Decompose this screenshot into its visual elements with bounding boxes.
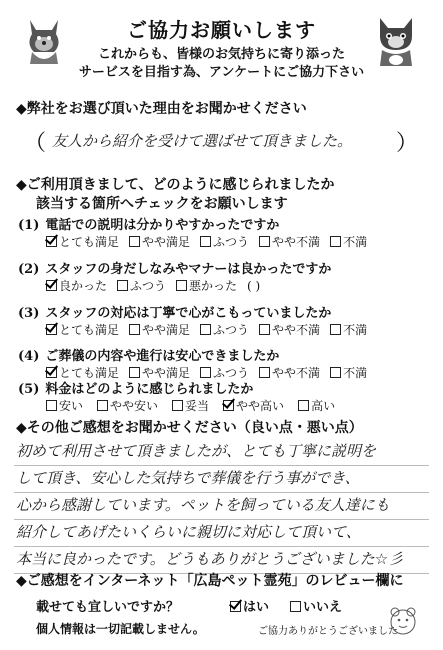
option-label: 良かった	[59, 279, 108, 293]
option-item[interactable]	[330, 366, 367, 380]
option-checkbox[interactable]	[330, 236, 341, 247]
option-label: やや安い	[110, 399, 159, 413]
reason-answer: 友人から紹介を受けて選ばせて頂きました。	[52, 132, 353, 150]
comment-line	[14, 465, 429, 493]
option-label: やや高い	[236, 399, 285, 413]
comment-line	[14, 438, 429, 466]
review-no-checkbox[interactable]	[290, 601, 301, 612]
option-label: 不満	[343, 235, 368, 249]
option-item[interactable]	[200, 235, 249, 249]
option-checkbox[interactable]	[200, 324, 211, 335]
question-number: (3)	[18, 306, 40, 321]
open-paren: （	[24, 131, 47, 156]
question-2	[18, 258, 331, 277]
option-checkbox[interactable]	[259, 367, 270, 378]
option-checkbox[interactable]	[259, 236, 270, 247]
option-item[interactable]	[129, 235, 190, 249]
option-label: やや満足	[142, 323, 191, 337]
option-item[interactable]	[97, 399, 158, 413]
question-2-options	[46, 277, 260, 294]
option-checkbox[interactable]	[172, 400, 183, 411]
option-label: 高い	[311, 399, 336, 413]
option-checkbox[interactable]	[46, 324, 57, 335]
reason-heading: ◆弊社をお選び頂いた理由をお聞かせください	[16, 101, 307, 117]
question-text: 電話での説明は分かりやすかったですか	[45, 218, 280, 233]
option-checkbox[interactable]	[129, 236, 140, 247]
option-item[interactable]	[172, 399, 209, 413]
option-label: とても満足	[59, 235, 120, 249]
option-item[interactable]	[46, 279, 107, 293]
option-label: ふつう	[213, 323, 250, 337]
question-4	[18, 345, 279, 364]
comment-line	[14, 492, 429, 520]
question-number: (2)	[18, 262, 40, 277]
option-checkbox[interactable]	[117, 280, 128, 291]
option-checkbox[interactable]	[176, 280, 187, 291]
intro-line-2: サービスを目指す為、アンケートにご協力下さい	[78, 65, 365, 80]
question-number: (5)	[18, 382, 40, 397]
option-checkbox[interactable]	[259, 324, 270, 335]
option-item[interactable]	[330, 235, 367, 249]
option-label: ふつう	[213, 235, 250, 249]
option-item[interactable]	[129, 323, 190, 337]
question-5-options	[46, 397, 349, 414]
comment-text: 本当に良かったです。どうもありがとうございました☆彡	[16, 550, 404, 568]
option-item[interactable]	[176, 279, 237, 293]
option-label: やや満足	[142, 366, 191, 380]
question-number: (4)	[18, 349, 40, 364]
option-label: 悪かった	[189, 279, 238, 293]
option-item[interactable]	[223, 399, 284, 413]
option-label: 不満	[343, 366, 368, 380]
option-checkbox[interactable]	[129, 324, 140, 335]
question-3	[18, 302, 331, 321]
question-text: スタッフの身だしなみやマナーは良かったですか	[45, 262, 332, 277]
page-title: ご協力お願いします	[127, 18, 316, 42]
question-1-options	[46, 233, 377, 250]
other-parenthesis: ( )	[247, 279, 261, 293]
comment-text: 心から感謝しています。ペットを飼っている友人達にも	[16, 496, 390, 514]
option-label: 安い	[59, 399, 84, 413]
option-item[interactable]	[200, 323, 249, 337]
option-label: やや不満	[272, 323, 321, 337]
question-text: スタッフの対応は丁寧で心がこもっていましたか	[45, 306, 332, 321]
question-1	[18, 214, 279, 233]
comment-text: 初めて利用させて頂きましたが、とても丁寧に説明を	[16, 442, 377, 460]
review-yes-label: はい	[243, 600, 270, 615]
option-checkbox[interactable]	[46, 400, 57, 411]
impression-heading: ◆ご利用頂きまして、どのように感じられましたか	[16, 177, 335, 193]
option-label: とても満足	[59, 366, 120, 380]
comment-line	[14, 519, 429, 547]
comment-text: して頂き、安心した気持ちで葬儀を行う事ができ、	[16, 469, 360, 487]
option-checkbox[interactable]	[129, 367, 140, 378]
comments-heading: ◆その他ご感想をお聞かせください（良い点・悪い点）	[16, 420, 363, 436]
option-item[interactable]	[46, 323, 119, 337]
question-5	[18, 378, 253, 397]
thanks-note: ご協力ありがとうございました	[258, 626, 398, 637]
option-label: 不満	[343, 323, 368, 337]
review-question: 載せても宜しいですか？	[36, 600, 180, 615]
option-checkbox[interactable]	[46, 236, 57, 247]
intro-line-1: これからも、皆様のお気持ちに寄り添った	[97, 47, 345, 62]
option-label: とても満足	[59, 323, 120, 337]
option-item[interactable]	[117, 279, 166, 293]
option-checkbox[interactable]	[46, 367, 57, 378]
review-yes-checkbox[interactable]	[230, 601, 241, 612]
option-label: 妥当	[185, 399, 210, 413]
option-item[interactable]	[46, 235, 119, 249]
question-text: 料金はどのように感じられましたか	[45, 382, 254, 397]
option-item[interactable]	[330, 323, 367, 337]
option-item[interactable]	[259, 235, 320, 249]
question-text: ご葬儀の内容や進行は安心できましたか	[45, 349, 280, 364]
bear-mascot-icon	[386, 604, 420, 638]
option-item[interactable]	[259, 366, 320, 380]
option-checkbox[interactable]	[330, 367, 341, 378]
option-label: やや不満	[272, 235, 321, 249]
question-3-options	[46, 321, 377, 338]
review-no-label: いいえ	[303, 600, 343, 615]
review-option-no[interactable]	[290, 596, 342, 615]
option-label: やや不満	[272, 366, 321, 380]
option-label: やや満足	[142, 235, 191, 249]
question-number: (1)	[18, 218, 40, 233]
option-item[interactable]	[46, 399, 83, 413]
comment-text: 紹介してあげたいくらいに親切に対応して頂いて、	[16, 523, 361, 541]
privacy-note: 個人情報は一切記載しません。	[36, 622, 205, 636]
option-checkbox[interactable]	[298, 400, 309, 411]
review-option-yes[interactable]	[230, 596, 269, 615]
option-checkbox[interactable]	[97, 400, 108, 411]
option-checkbox[interactable]	[46, 280, 57, 291]
review-heading: ◆ご感想をインターネット「広島ペット霊苑」のレビュー欄に	[16, 573, 404, 589]
option-checkbox[interactable]	[200, 367, 211, 378]
close-paren: ）	[396, 131, 419, 156]
option-checkbox[interactable]	[223, 400, 234, 411]
impression-subheading: 該当する箇所へチェックをお願いします	[36, 196, 288, 212]
option-label: ふつう	[213, 366, 250, 380]
option-item[interactable]	[259, 323, 320, 337]
option-item[interactable]	[298, 399, 335, 413]
option-label: ふつう	[130, 279, 167, 293]
option-checkbox[interactable]	[200, 236, 211, 247]
option-checkbox[interactable]	[330, 324, 341, 335]
